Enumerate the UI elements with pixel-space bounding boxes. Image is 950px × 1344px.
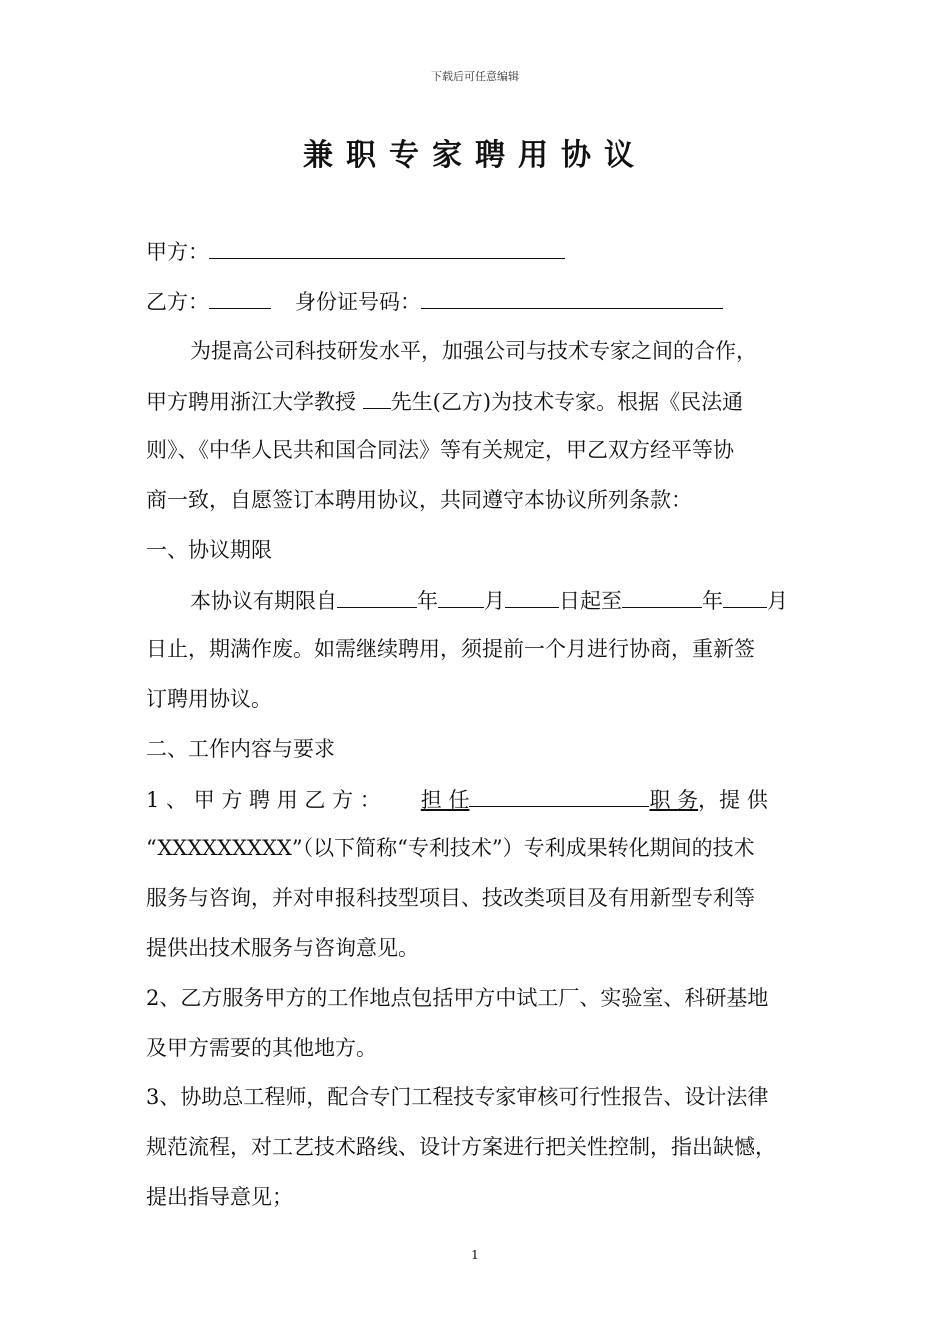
term-line-2: 日止，期满作废。如需继续聘用，须提前一个月进行协商，重新签	[146, 637, 755, 661]
item-1-suffix: ，提 供	[698, 788, 768, 812]
intro-line-2	[146, 386, 743, 417]
section-2-heading: 二、工作内容与要求	[146, 737, 335, 761]
party-b-line	[146, 286, 723, 317]
term-line-1	[190, 585, 788, 616]
party-a-line	[146, 236, 565, 267]
start-month-blank[interactable]	[438, 585, 484, 608]
end-year-label: 年	[702, 589, 723, 613]
item-3-line-3: 提出指导意见；	[146, 1185, 293, 1209]
party-a-blank[interactable]	[209, 236, 565, 259]
role-start: 担 任	[420, 788, 470, 812]
item-2-line-1: 2、乙方服务甲方的工作地点包括甲方中试工厂、实验室、科研基地	[146, 986, 769, 1010]
item-3-line-2: 规范流程，对工艺技术路线、设计方案进行把关性控制，指出缺憾，	[146, 1135, 776, 1159]
role-blank[interactable]	[469, 784, 649, 807]
page-title: 兼职专家聘用协议	[303, 138, 647, 173]
party-a-label: 甲方：	[146, 240, 209, 264]
intro-line-2-start: 甲方聘用浙江大学教授	[146, 390, 363, 414]
role-end: 职 务	[649, 788, 699, 812]
item-1-prefix: 1 、 甲 方 聘 用 乙 方 ：	[146, 788, 381, 812]
item-1-line-1	[146, 784, 768, 815]
item-3-line-1: 3、协助总工程师，配合专门工程技专家审核可行性报告、设计法律	[146, 1085, 769, 1109]
end-month-blank[interactable]	[723, 585, 767, 608]
term-line-3: 订聘用协议。	[146, 687, 272, 711]
page-number: 1	[471, 1248, 479, 1262]
party-b-label: 乙方：	[146, 290, 209, 314]
id-label: 身份证号码：	[295, 290, 421, 314]
item-2-line-2: 及甲方需要的其他地方。	[146, 1036, 377, 1060]
header-note: 下载后可任意编辑	[431, 70, 519, 83]
intro-line-4: 商一致，自愿签订本聘用协议，共同遵守本协议所列条款：	[146, 488, 692, 512]
intro-line-2-end: 先生(乙方)为技术专家。根据《民法通	[390, 390, 744, 414]
item-1-line-4: 提供出技术服务与咨询意见。	[146, 936, 419, 960]
section-1-heading: 一、协议期限	[146, 538, 272, 562]
term-prefix: 本协议有期限自	[190, 589, 337, 613]
start-day-blank[interactable]	[505, 585, 559, 608]
month-label: 月	[484, 589, 505, 613]
intro-line-3: 则》、《中华人民共和国合同法》等有关规定，甲乙双方经平等协	[146, 438, 734, 462]
end-month-label: 月	[767, 589, 788, 613]
start-year-blank[interactable]	[337, 585, 417, 608]
id-number-blank[interactable]	[421, 286, 723, 309]
item-1-line-2: “XXXXXXXXX”（以下简称“专利技术”）专利成果转化期间的技术	[146, 836, 755, 860]
party-b-blank[interactable]	[209, 286, 271, 309]
year-label: 年	[417, 589, 438, 613]
item-1-line-3: 服务与咨询，并对申报科技型项目、技改类项目及有用新型专利等	[146, 886, 755, 910]
intro-line-1: 为提高公司科技研发水平，加强公司与技术专家之间的合作，	[190, 339, 757, 363]
professor-name-blank[interactable]	[363, 386, 391, 409]
day-to-label: 日起至	[559, 589, 622, 613]
end-year-blank[interactable]	[622, 585, 702, 608]
